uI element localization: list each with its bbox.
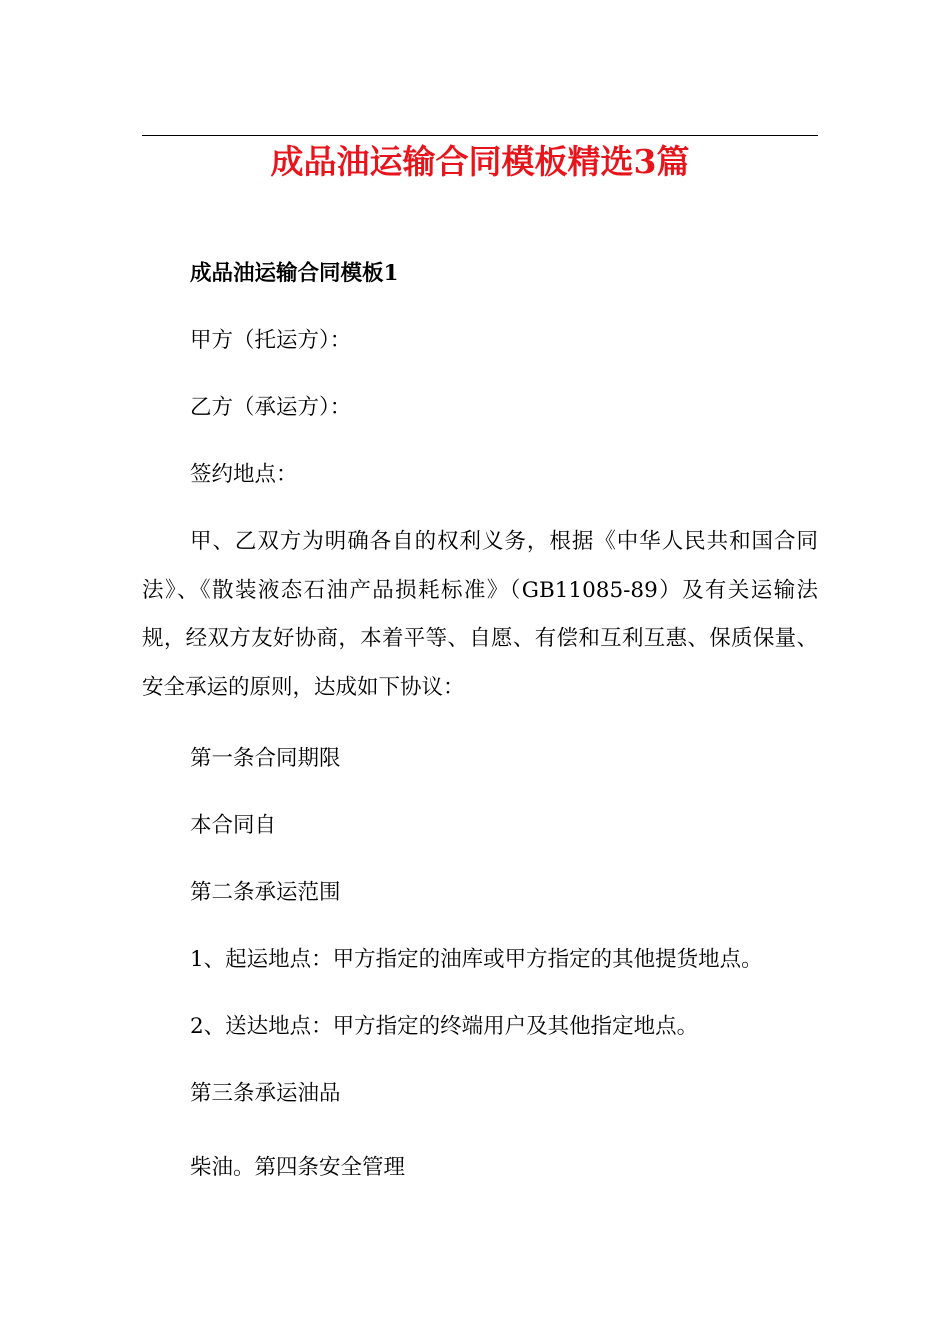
party-a-line: 甲方（托运方）： [190,328,352,353]
article-1-title: 第一条合同期限 [190,746,341,771]
section-heading: 成品油运输合同模板1 [190,261,399,286]
article-2-item-2: 2、送达地点：甲方指定的终端用户及其他指定地点。 [190,1014,699,1039]
signing-place-line: 签约地点： [190,462,298,487]
document-title: 成品油运输合同模板精选3篇 [270,142,690,181]
article-3-body: 柴油。第四条安全管理 [190,1155,406,1180]
header-rule [142,135,818,136]
article-2-item-1: 1、起运地点：甲方指定的油库或甲方指定的其他提货地点。 [190,947,763,972]
article-2-title: 第二条承运范围 [190,880,341,905]
article-3-title: 第三条承运油品 [190,1081,341,1106]
preamble-paragraph: 甲、乙双方为明确各自的权利义务，根据《中华人民共和国合同法》、《散装液态石油产品损耗标准》（GB11085-89）及有关运输法规，经双方友好协商，本着平等、自愿、有偿和互利互惠、保质保量、安全承运的原则，达成如下协议： [142,529,818,700]
article-1-body: 本合同自 [190,813,277,838]
party-b-line: 乙方（承运方）： [190,395,352,420]
